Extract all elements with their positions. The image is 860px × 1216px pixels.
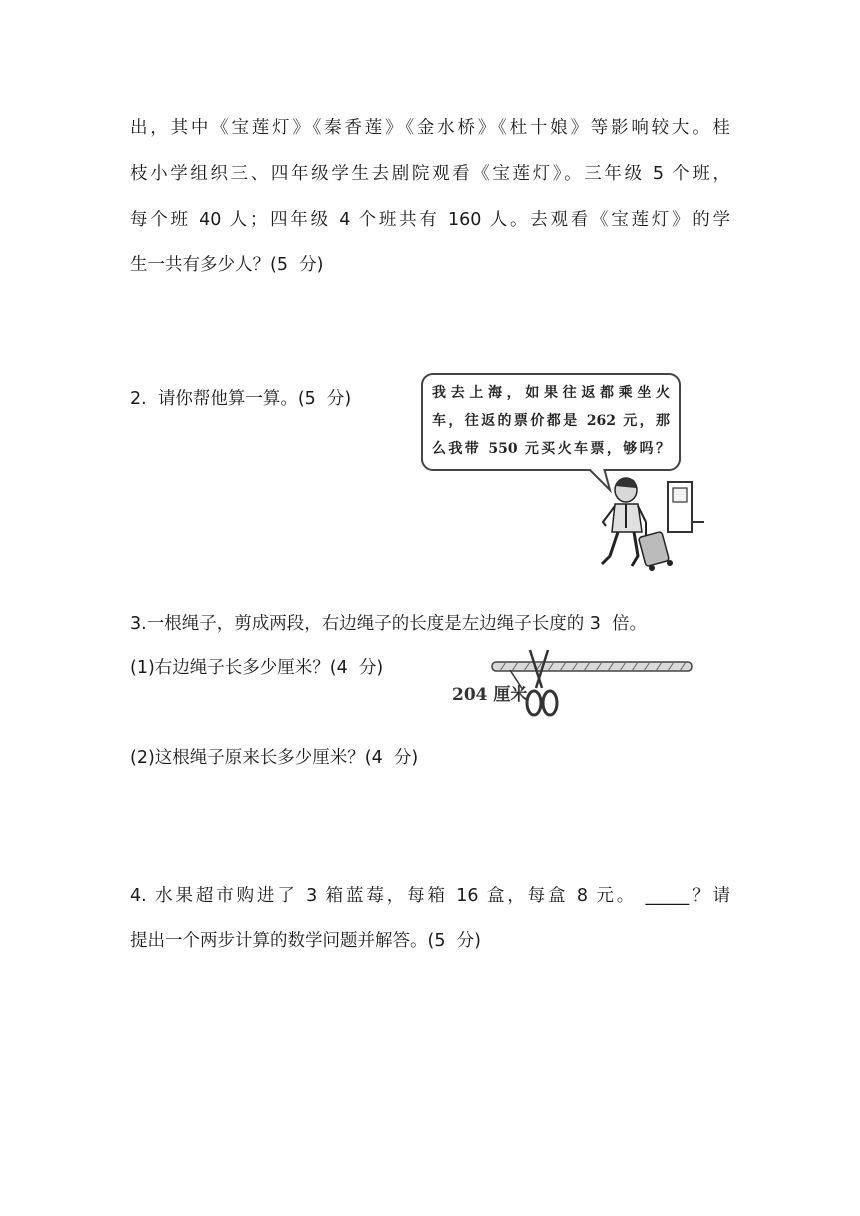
q3-part-1: (1)右边绳子长多少厘米？(4 分) bbox=[130, 658, 384, 678]
speech-bubble-line-3: 么我带 550 元买火车票，够吗？ bbox=[432, 441, 670, 457]
q3-intro: 3.一根绳子，剪成两段，右边绳子的长度是左边绳子长度的 3 倍。 bbox=[130, 614, 648, 634]
speech-bubble-line-1: 我去上海，如果往返都乘坐火 bbox=[432, 385, 670, 401]
q1-text-line-2: 枝小学组织三、四年级学生去剧院观看《宝莲灯》。三年级 5 个班， bbox=[130, 164, 730, 184]
traveler-illustration bbox=[560, 460, 720, 580]
speech-bubble-line-2: 车，往返的票价都是 262 元，那 bbox=[432, 413, 670, 429]
q1-text-line-1: 出，其中《宝莲灯》《秦香莲》《金水桥》《杜十娘》等影响较大。桂 bbox=[130, 118, 730, 138]
speech-bubble bbox=[421, 373, 681, 471]
q2-text: 2. 请你帮他算一算。(5 分) bbox=[130, 389, 352, 409]
q1-text-line-4: 生一共有多少人？(5 分) bbox=[130, 255, 324, 275]
rope-length-label: 204 厘米 bbox=[452, 685, 528, 705]
q4-text-line-2: 提出一个两步计算的数学问题并解答。(5 分) bbox=[130, 931, 481, 951]
q3-part-2: (2)这根绳子原来长多少厘米？(4 分) bbox=[130, 748, 419, 768]
q1-text-line-3: 每个班 40 人；四年级 4 个班共有 160 人。去观看《宝莲灯》的学 bbox=[130, 210, 730, 230]
q4-text-line-1: 4. 水果超市购进了 3 箱蓝莓，每箱 16 盒，每盒 8 元。 _____？请 bbox=[130, 886, 730, 906]
